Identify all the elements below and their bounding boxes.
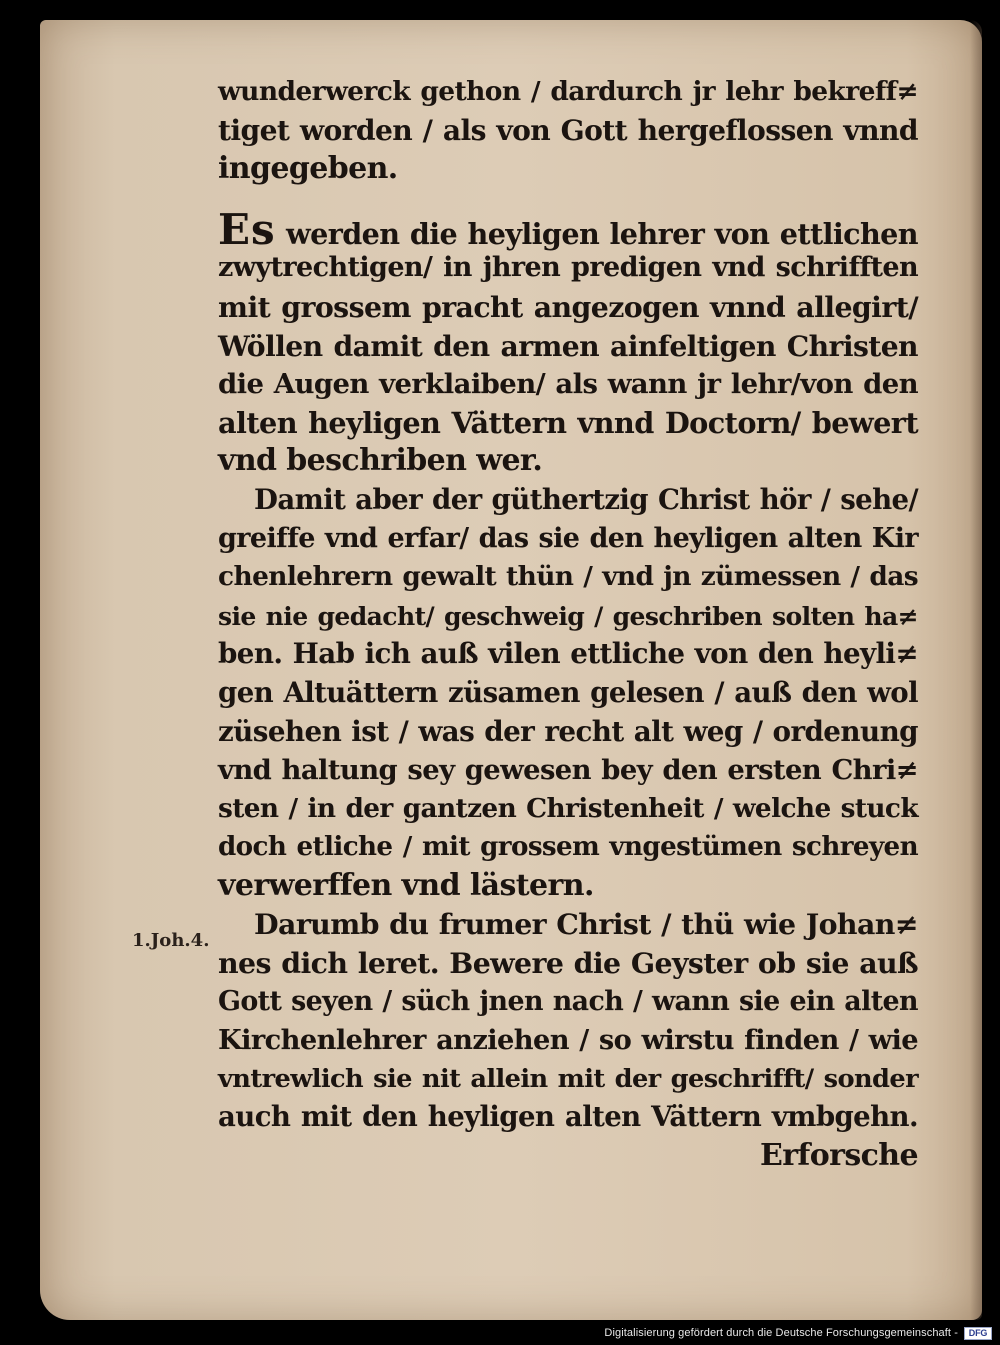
text-line: wunderwerck gethon / dardurch jr lehr bekreff≠ — [218, 76, 918, 107]
page-text — [218, 73, 918, 1176]
text-line: gen Altuättern züsamen gelesen / auß den wol — [218, 675, 918, 709]
text-line: sie nie gedacht/ geschweig / geschriben solten ha≠ — [218, 600, 918, 631]
text-line: vntrewlich sie nit allein mit der geschrifft/ sonder — [218, 1063, 918, 1094]
marginal-note: 1.Joh.4. — [132, 930, 210, 951]
text-line-rest: werden die heyligen lehrer von ettlichen — [275, 216, 918, 251]
text-line: greiffe vnd erfar/ das sie den heyligen alten Kir — [218, 522, 918, 554]
text-line: nes dich leret. Bewere die Geyster ob sie auß — [218, 946, 918, 981]
text-line: zwytrechtigen/ in jhren predigen vnd schrifften — [218, 252, 918, 284]
text-line: ingegeben. — [218, 151, 398, 187]
text-line: Damit aber der güthertzig Christ hör / sehe/ — [254, 482, 918, 516]
catchword: Erforsche — [759, 1138, 918, 1174]
text-line: Kirchenlehrer anziehen / so wirstu finden / wie — [218, 1024, 918, 1057]
text-line: die Augen verklaiben/ als wann jr lehr/von den — [218, 368, 918, 401]
text-line: vnd beschriben wer. — [218, 443, 543, 479]
text-line: verwerffen vnd lästern. — [218, 867, 594, 903]
funding-credit: Digitalisierung gefördert durch die Deutsche Forschungsgemeinschaft - — [604, 1327, 958, 1339]
text-line: auch mit den heyligen alten Vättern vmbgehn. — [218, 1100, 918, 1134]
text-line: ben. Hab ich auß vilen ettliche von den heyli≠ — [218, 637, 918, 671]
dfg-logo-icon: DFG — [964, 1327, 992, 1340]
footer-bar — [0, 1320, 1000, 1345]
text-line: mit grossem pracht angezogen vnnd allegirt/ — [218, 289, 918, 324]
text-line: doch etliche / mit grossem vngestümen schreyen — [218, 831, 918, 863]
text-line: züsehen ist / was der recht alt weg / ordenung — [218, 714, 918, 748]
text-line: vnd haltung sey gewesen bey den ersten Chri≠ — [218, 754, 918, 787]
initial-letter: Es — [218, 204, 276, 254]
text-line: tiget worden / als von Gott hergeflossen vnnd — [218, 113, 918, 147]
text-line: sten / in der gantzen Christenheit / welche stuck — [218, 792, 918, 824]
text-line: Gott seyen / süch jnen nach / wann sie ein alten — [218, 985, 918, 1017]
text-line: alten heyligen Vättern vnnd Doctorn/ bewert — [218, 405, 918, 440]
text-line: Darumb du frumer Christ / thü wie Johan≠ — [254, 907, 918, 942]
text-line: chenlehrern gewalt thün / vnd jn zümessen / das — [218, 561, 918, 593]
paragraph-gap — [218, 189, 918, 211]
page-edge-shadow — [970, 20, 982, 1320]
text-line-with-initial — [218, 204, 918, 254]
text-line: Wöllen damit den armen ainfeltigen Christen — [218, 328, 918, 363]
